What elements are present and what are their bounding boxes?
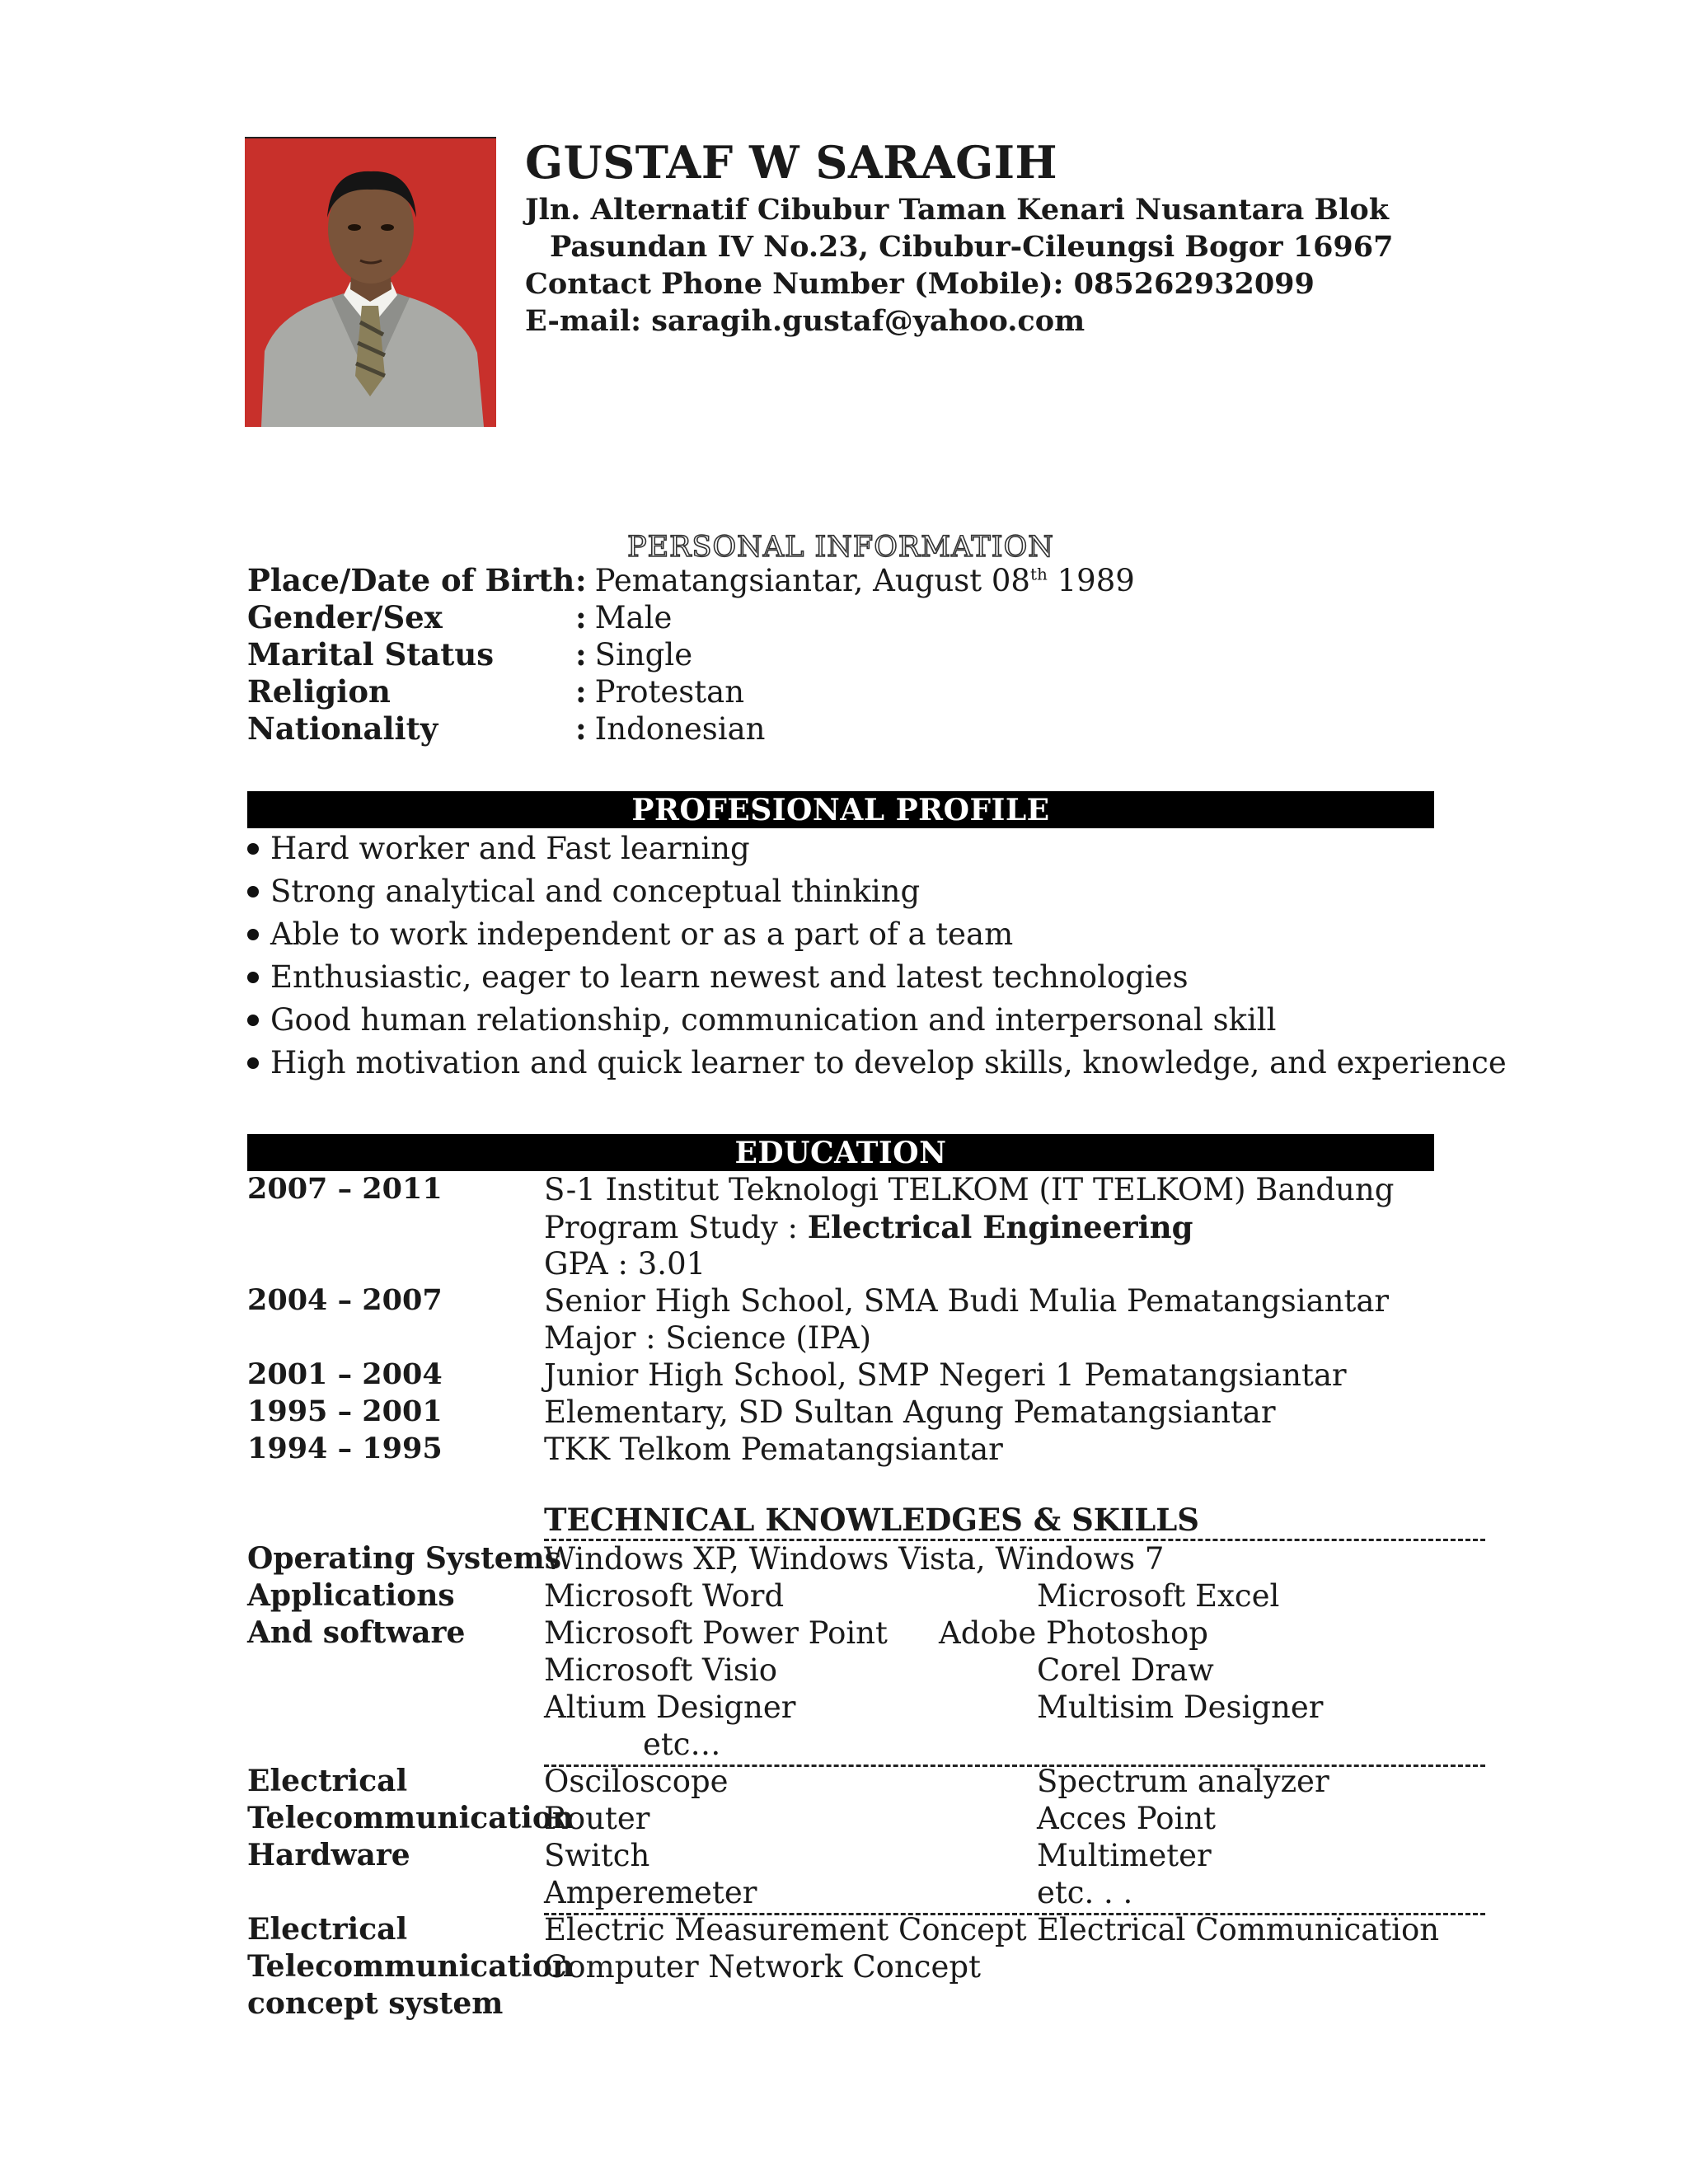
application-item: Microsoft Word — [544, 1578, 785, 1614]
nationality-text: Indonesian — [594, 711, 766, 747]
bullet-icon — [247, 929, 259, 940]
label-concept-1: Electrical — [247, 1912, 408, 1947]
bullet-icon — [247, 886, 259, 898]
application-item-more: etc… — [643, 1727, 721, 1762]
education-line: Elementary, SD Sultan Agung Pematangsiantar — [544, 1394, 1276, 1430]
hardware-item: Amperemeter — [544, 1875, 757, 1910]
personal-information-heading: PERSONAL INFORMATION — [627, 531, 1054, 564]
value-gender: : Male — [575, 599, 673, 635]
profile-photo — [245, 137, 496, 427]
label-concept-3: concept system — [247, 1986, 504, 2021]
hardware-item: Switch — [544, 1838, 650, 1873]
education-line: Major : Science (IPA) — [544, 1320, 872, 1356]
concept-item: Computer Network Concept — [544, 1949, 981, 1985]
profile-item-text: Strong analytical and conceptual thinking — [270, 874, 921, 909]
address-line-2: Pasundan IV No.23, Cibubur-Cileungsi Bogor 16967 — [550, 230, 1394, 264]
profile-item-text: High motivation and quick learner to develop skills, knowledge, and experience — [270, 1045, 1507, 1080]
application-item: Microsoft Visio — [544, 1652, 777, 1688]
program-study-value: Electrical Engineering — [807, 1209, 1193, 1245]
label-gender: Gender/Sex — [247, 599, 443, 635]
hardware-item: Multimeter — [1037, 1838, 1212, 1873]
bullet-icon — [247, 1015, 259, 1026]
education-section-bar: EDUCATION — [247, 1134, 1434, 1171]
education-year: 2007 – 2011 — [247, 1172, 443, 1206]
profile-item — [247, 959, 1189, 995]
application-item: Corel Draw — [1037, 1652, 1214, 1688]
profile-item-text: Enthusiastic, eager to learn newest and latest technologies — [270, 959, 1189, 995]
education-line: S-1 Institut Teknologi TELKOM (IT TELKOM) Bandung — [544, 1172, 1395, 1207]
marital-status-text: Single — [594, 637, 693, 673]
candidate-name: GUSTAF W SARAGIH — [525, 136, 1057, 189]
value-religion: : Protestan — [575, 673, 745, 710]
profile-item — [247, 1002, 1276, 1038]
hardware-item-more: etc. . . — [1037, 1875, 1133, 1910]
gender-text: Male — [594, 600, 673, 635]
hardware-item: Router — [544, 1801, 650, 1836]
label-operating-systems: Operating Systems — [247, 1541, 561, 1576]
application-item: Adobe Photoshop — [939, 1615, 1208, 1651]
concept-item: Electric Measurement Concept — [544, 1912, 1027, 1947]
label-applications: Applications — [247, 1578, 455, 1613]
label-hardware-1: Electrical — [247, 1764, 408, 1798]
value-nationality: : Indonesian — [575, 710, 766, 747]
profile-item-text: Hard worker and Fast learning — [270, 831, 750, 866]
person-portrait-icon — [245, 137, 496, 427]
education-year: 1995 – 2001 — [247, 1394, 443, 1428]
label-marital-status: Marital Status — [247, 636, 495, 673]
education-year: 1994 – 1995 — [247, 1432, 443, 1465]
education-line: GPA : 3.01 — [544, 1246, 706, 1282]
bullet-icon — [247, 1057, 259, 1069]
religion-text: Protestan — [594, 674, 745, 710]
skills-heading: TECHNICAL KNOWLEDGES & SKILLS — [544, 1502, 1200, 1538]
education-line: Senior High School, SMA Budi Mulia Pematangsiantar — [544, 1283, 1390, 1319]
profile-item — [247, 874, 920, 909]
profile-item-text: Good human relationship, communication and interpersonal skill — [270, 1002, 1277, 1038]
label-religion: Religion — [247, 673, 391, 710]
ordinal-suffix: th — [1029, 564, 1048, 584]
education-year: 2004 – 2007 — [247, 1283, 443, 1317]
label-nationality: Nationality — [247, 710, 438, 747]
hardware-item: Osciloscope — [544, 1764, 729, 1799]
hardware-item: Spectrum analyzer — [1037, 1764, 1329, 1799]
birth-year: 1989 — [1047, 563, 1135, 598]
profile-item — [247, 831, 750, 866]
bullet-icon — [247, 843, 259, 855]
contact-phone: Contact Phone Number (Mobile): 085262932099 — [525, 267, 1315, 301]
profile-item-text: Able to work independent or as a part of a team — [270, 916, 1014, 952]
application-item: Altium Designer — [544, 1690, 796, 1725]
label-hardware-3: Hardware — [247, 1838, 410, 1872]
profile-item — [247, 1045, 1507, 1080]
application-item: Microsoft Power Point — [544, 1615, 888, 1651]
application-item: Multisim Designer — [1037, 1690, 1324, 1725]
hardware-item: Acces Point — [1037, 1801, 1217, 1836]
program-study-label: Program Study : — [544, 1210, 808, 1245]
birth-place-date: Pematangsiantar, August 08 — [594, 563, 1030, 598]
concept-item: Electrical Communication — [1037, 1912, 1440, 1947]
application-item: Microsoft Excel — [1037, 1578, 1280, 1614]
education-line — [544, 1209, 1193, 1245]
profile-section-bar: PROFESIONAL PROFILE — [247, 791, 1434, 828]
contact-email: E-mail: saragih.gustaf@yahoo.com — [525, 304, 1085, 338]
profile-item — [247, 916, 1013, 952]
education-line: TKK Telkom Pematangsiantar — [544, 1432, 1003, 1467]
education-line: Junior High School, SMP Negeri 1 Pematangsiantar — [544, 1357, 1347, 1393]
value-place-date-of-birth: : Pematangsiantar, August 08th 1989 — [575, 562, 1135, 598]
label-hardware-2: Telecommunication — [247, 1801, 574, 1835]
value-marital-status: : Single — [575, 636, 693, 673]
operating-systems-value: Windows XP, Windows Vista, Windows 7 — [544, 1541, 1165, 1577]
address-line-1: Jln. Alternatif Cibubur Taman Kenari Nusantara Blok — [525, 193, 1390, 227]
bullet-icon — [247, 972, 259, 983]
label-place-date-of-birth: Place/Date of Birth — [247, 562, 575, 598]
education-year: 2001 – 2004 — [247, 1357, 443, 1391]
label-concept-2: Telecommunication — [247, 1949, 574, 1984]
label-and-software: And software — [247, 1615, 466, 1650]
